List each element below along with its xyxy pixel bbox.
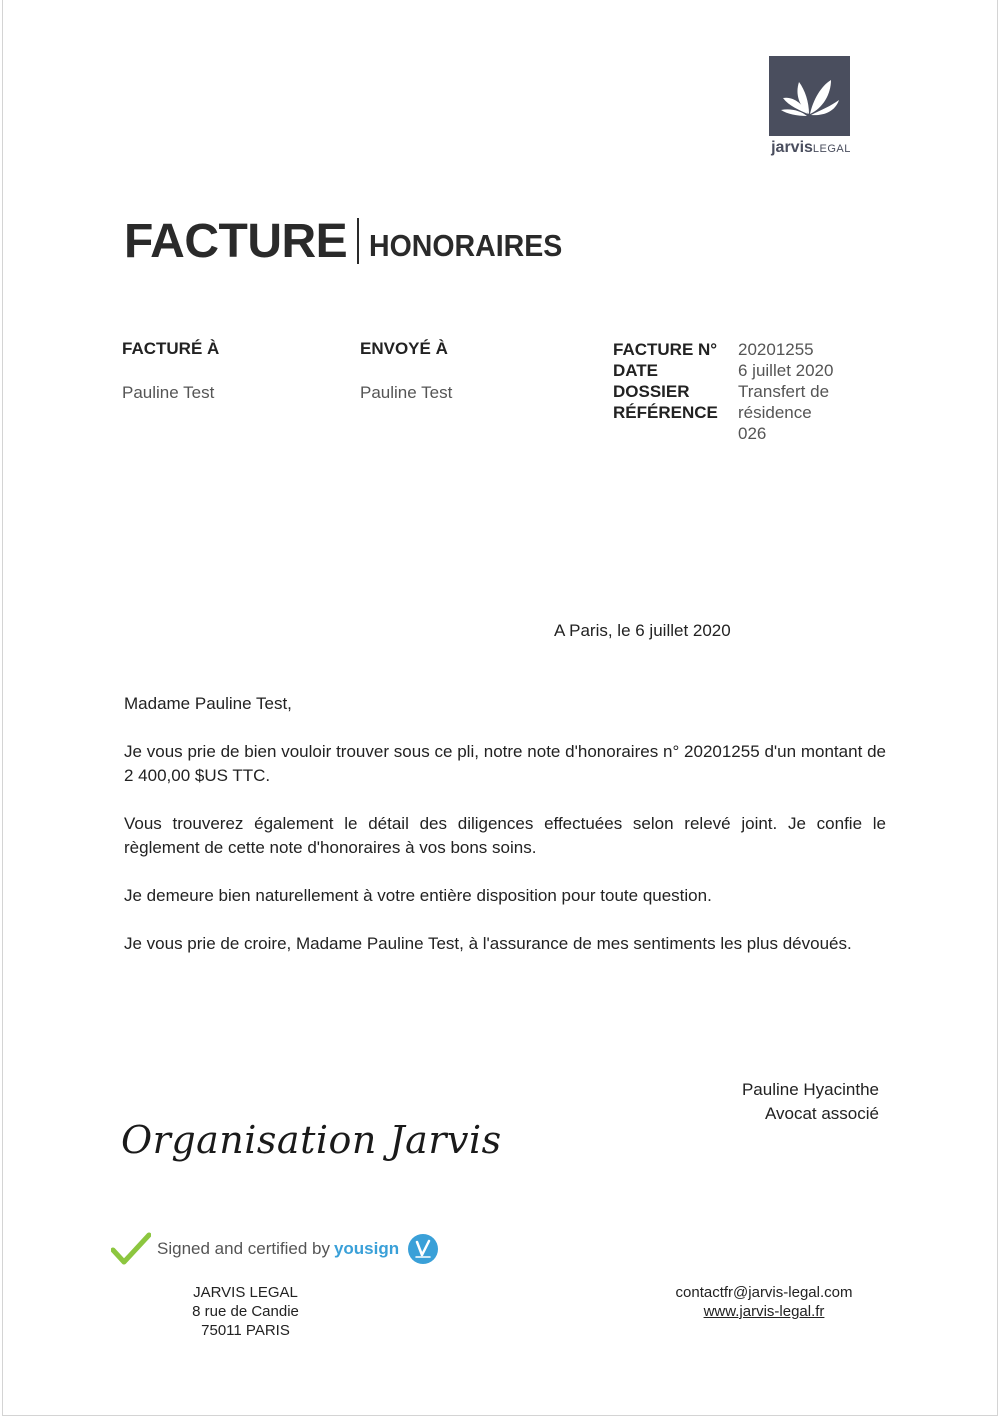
title-sub: HONORAIRES	[369, 228, 563, 263]
meta-label-date: DATE	[613, 361, 659, 380]
yousign-brand: yousign	[333, 1239, 400, 1258]
place-date: A Paris, le 6 juillet 2020	[554, 621, 731, 640]
salutation: Madame Pauline Test,	[124, 694, 292, 713]
title-main: FACTURE	[124, 215, 348, 268]
yousign-badge-icon	[407, 1233, 439, 1265]
body-paragraph: Je vous prie de croire, Madame Pauline Test, à l'assurance de mes sentiments les plus dévoués.	[124, 934, 852, 953]
sent-to-value: Pauline Test	[360, 383, 453, 402]
document-title	[124, 212, 579, 268]
signer-role: Avocat associé	[764, 1104, 879, 1123]
meta-value-reference: 026	[738, 424, 767, 443]
logo-brand-light: LEGAL	[812, 143, 851, 155]
body-paragraph: Vous trouverez également le détail des diligences effectuées selon relevé joint. Je confie le règlement de cette note d'honoraires à vos bons soins.	[124, 814, 886, 857]
billed-to-value: Pauline Test	[122, 383, 215, 402]
body-paragraph: Je demeure bien naturellement à votre entière disposition pour toute question.	[124, 886, 712, 905]
meta-value-dossier-line2: résidence	[738, 403, 812, 422]
logo-brand-bold: jarvis	[771, 139, 813, 156]
signer-name: Pauline Hyacinthe	[741, 1080, 879, 1099]
meta-label-dossier: DOSSIER	[613, 382, 690, 401]
yousign-text: Signed and certified by	[157, 1239, 330, 1258]
invoice-meta-labels	[613, 339, 718, 423]
handwritten-signature: Organisation Jarvis	[121, 1118, 502, 1162]
meta-label-invoice-number: FACTURE N°	[613, 340, 718, 359]
meta-value-invoice-number: 20201255	[738, 340, 814, 359]
sent-to-label: ENVOYÉ À	[360, 339, 448, 358]
footer-company: JARVIS LEGAL	[193, 1284, 298, 1301]
footer-contact	[653, 1283, 875, 1321]
signer-block	[742, 1078, 879, 1126]
meta-value-date: 6 juillet 2020	[738, 361, 834, 380]
yousign-certification	[111, 1229, 439, 1269]
checkmark-icon	[111, 1232, 151, 1266]
invoice-meta-values	[738, 339, 858, 444]
letter-body	[124, 692, 886, 980]
flower-logo-icon	[769, 56, 850, 136]
meta-label-reference: RÉFÉRENCE	[613, 403, 718, 422]
body-paragraph: Je vous prie de bien vouloir trouver sous ce pli, notre note d'honoraires n° 20201255 d'un montant de 2 400,00 $US TTC.	[124, 742, 886, 785]
footer-address	[163, 1283, 328, 1340]
footer-website-link[interactable]: www.jarvis-legal.fr	[703, 1303, 825, 1320]
invoice-page	[2, 0, 998, 1416]
footer-city: 75011 PARIS	[201, 1322, 290, 1339]
footer-email[interactable]: contactfr@jarvis-legal.com	[675, 1284, 853, 1301]
title-separator	[357, 218, 359, 264]
billed-to-label: FACTURÉ À	[122, 339, 220, 358]
footer-street: 8 rue de Candie	[192, 1303, 299, 1320]
jarvis-logo	[769, 56, 850, 136]
logo-wordmark	[761, 139, 861, 157]
meta-value-dossier-line1: Transfert de	[738, 382, 830, 401]
